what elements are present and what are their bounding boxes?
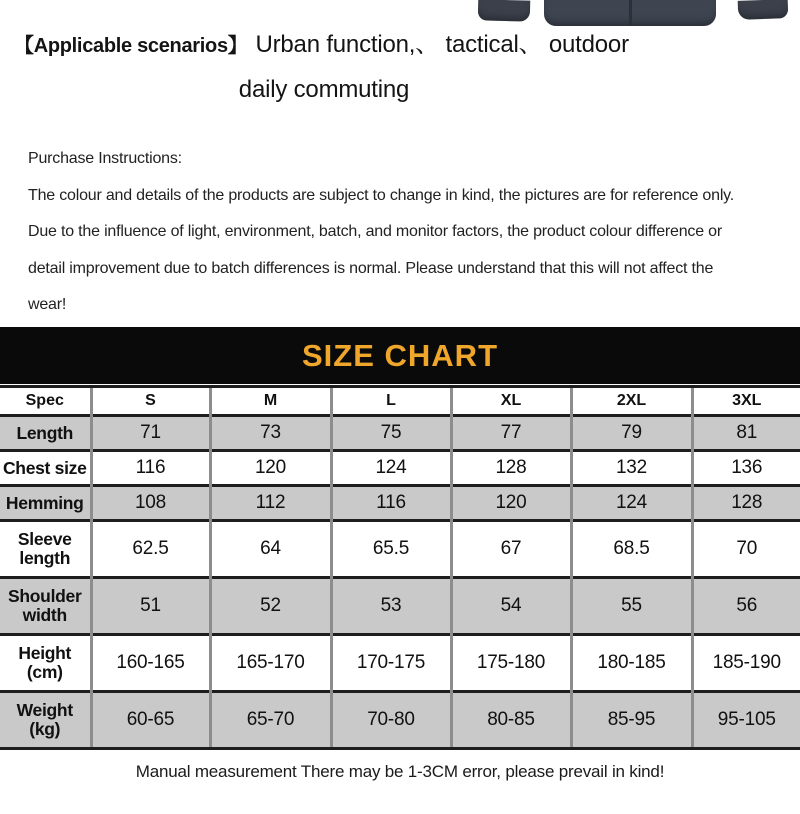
- size-value-cell: 116: [91, 451, 210, 486]
- scenarios-label: 【Applicable scenarios】: [14, 35, 248, 57]
- applicable-scenarios-section: [0, 28, 648, 104]
- size-value-cell: 52: [210, 578, 331, 635]
- jacket-zipper-line: [629, 0, 632, 26]
- size-value-cell: 85-95: [571, 692, 692, 749]
- size-value-cell: 65.5: [331, 521, 451, 578]
- size-value-cell: 55: [571, 578, 692, 635]
- scenarios-text: Urban function,、 tactical、 outdoor: [255, 31, 629, 58]
- size-value-cell: 170-175: [331, 635, 451, 692]
- size-value-cell: 108: [91, 486, 210, 521]
- size-chart-table: [0, 385, 800, 750]
- measurement-note: Manual measurement There may be 1-3CM error, please prevail in kind!: [135, 762, 665, 781]
- size-value-cell: 53: [331, 578, 451, 635]
- jacket-image: [0, 0, 800, 28]
- size-value-cell: 65-70: [210, 692, 331, 749]
- size-value-cell: 77: [451, 416, 571, 451]
- size-value-cell: 64: [210, 521, 331, 578]
- size-value-cell: 120: [451, 486, 571, 521]
- table-row: [0, 635, 800, 692]
- size-value-cell: 165-170: [210, 635, 331, 692]
- size-chart-title: SIZE CHART: [302, 337, 498, 373]
- table-row: [0, 486, 800, 521]
- size-value-cell: 95-105: [692, 692, 800, 749]
- size-value-cell: 79: [571, 416, 692, 451]
- table-row: [0, 578, 800, 635]
- size-value-cell: 71: [91, 416, 210, 451]
- size-value-cell: 73: [210, 416, 331, 451]
- row-label: Sleeve length: [0, 521, 91, 578]
- size-value-cell: 180-185: [571, 635, 692, 692]
- table-header-row: [0, 387, 800, 416]
- size-value-cell: 128: [451, 451, 571, 486]
- row-label: Weight (kg): [0, 692, 91, 749]
- size-value-cell: 132: [571, 451, 692, 486]
- size-value-cell: 124: [331, 451, 451, 486]
- size-value-cell: 68.5: [571, 521, 692, 578]
- size-value-cell: 81: [692, 416, 800, 451]
- column-header: S: [91, 387, 210, 416]
- column-header: L: [331, 387, 451, 416]
- size-value-cell: 128: [692, 486, 800, 521]
- column-header: 3XL: [692, 387, 800, 416]
- purchase-instructions: [28, 141, 788, 324]
- purchase-line: detail improvement due to batch differences is normal. Please understand that this will not affect the: [28, 259, 714, 277]
- size-value-cell: 67: [451, 521, 571, 578]
- jacket-body-hem: [544, 0, 716, 26]
- size-value-cell: 124: [571, 486, 692, 521]
- size-value-cell: 185-190: [692, 635, 800, 692]
- size-value-cell: 51: [91, 578, 210, 635]
- size-value-cell: 80-85: [451, 692, 571, 749]
- column-header: Spec: [0, 387, 91, 416]
- purchase-line: wear!: [28, 296, 67, 313]
- table-row: [0, 692, 800, 749]
- size-value-cell: 160-165: [91, 635, 210, 692]
- size-value-cell: 62.5: [91, 521, 210, 578]
- jacket-left-cuff: [478, 0, 531, 22]
- purchase-line: Due to the influence of light, environment, batch, and monitor factors, the product colour difference or: [28, 223, 722, 240]
- row-label: Shoulder width: [0, 578, 91, 635]
- size-value-cell: 136: [692, 451, 800, 486]
- scenarios-line1: [0, 28, 648, 62]
- purchase-title: Purchase Instructions:: [28, 150, 182, 167]
- table-row: [0, 521, 800, 578]
- size-value-cell: 54: [451, 578, 571, 635]
- size-value-cell: 175-180: [451, 635, 571, 692]
- column-header: XL: [451, 387, 571, 416]
- size-value-cell: 120: [210, 451, 331, 486]
- row-label: Chest size: [0, 451, 91, 486]
- scenarios-line2: daily commuting: [238, 76, 410, 103]
- column-header: M: [210, 387, 331, 416]
- row-label: Length: [0, 416, 91, 451]
- purchase-line: The colour and details of the products are subject to change in kind, the pictures are for reference only.: [28, 186, 735, 204]
- row-label: Height (cm): [0, 635, 91, 692]
- size-value-cell: 70: [692, 521, 800, 578]
- size-value-cell: 70-80: [331, 692, 451, 749]
- table-row: [0, 416, 800, 451]
- column-header: 2XL: [571, 387, 692, 416]
- size-value-cell: 60-65: [91, 692, 210, 749]
- jacket-right-cuff: [738, 0, 789, 20]
- table-row: [0, 451, 800, 486]
- row-label: Hemming: [0, 486, 91, 521]
- size-value-cell: 116: [331, 486, 451, 521]
- size-value-cell: 56: [692, 578, 800, 635]
- size-value-cell: 112: [210, 486, 331, 521]
- size-value-cell: 75: [331, 416, 451, 451]
- size-chart-banner: [0, 327, 800, 384]
